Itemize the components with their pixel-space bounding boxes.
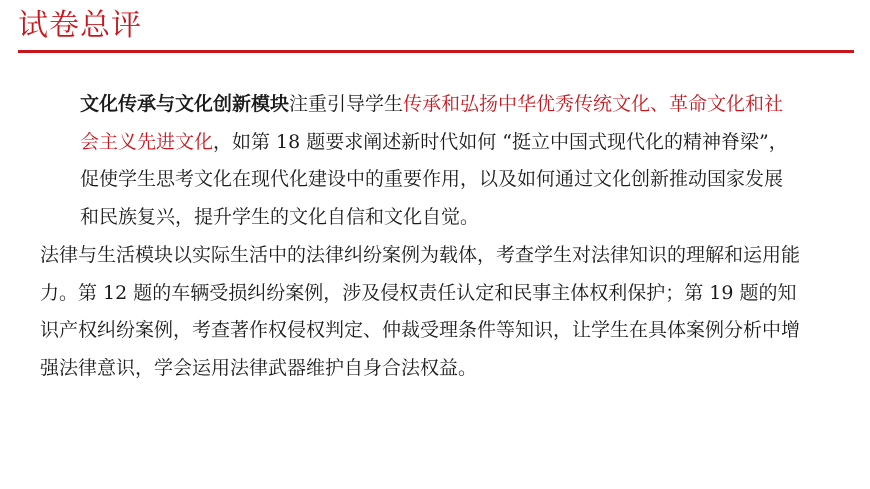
paragraph-law [40, 237, 800, 388]
module-name-culture: 文化传承与文化创新模块 [80, 93, 290, 115]
paragraph-culture [40, 86, 800, 237]
title-divider [18, 50, 854, 53]
page-title: 试卷总评 [18, 8, 142, 43]
paragraph-culture-text-2: ，如第 18 题要求阐述新时代如何 “挺立中国式现代化的精神脊梁”，促使学生思考文化在现代化建设中的重要作用，以及如何通过文化创新推动国家发展和民族复兴，提升学生的文化自信和文化自觉。 [80, 130, 788, 229]
paragraph-culture-highlight: 传承和弘扬中华优秀传统文化、革命文化和社会主义先进文化 [80, 93, 784, 153]
paragraph-law-text: 法律与生活模块以实际生活中的法律纠纷案例为载体，考查学生对法律知识的理解和运用能力。第 12 题的车辆受损纠纷案例，涉及侵权责任认定和民事主体权利保护；第 19 题的知识产权纠纷案例，考查著作权侵权判定、仲裁受理条件等知识，让学生在具体案例分析中增强法律意识，学会运用法律武器维护自身合法权益。 [40, 243, 801, 379]
body-content [40, 86, 800, 388]
paragraph-culture-text-1: 注重引导学生 [289, 93, 404, 115]
